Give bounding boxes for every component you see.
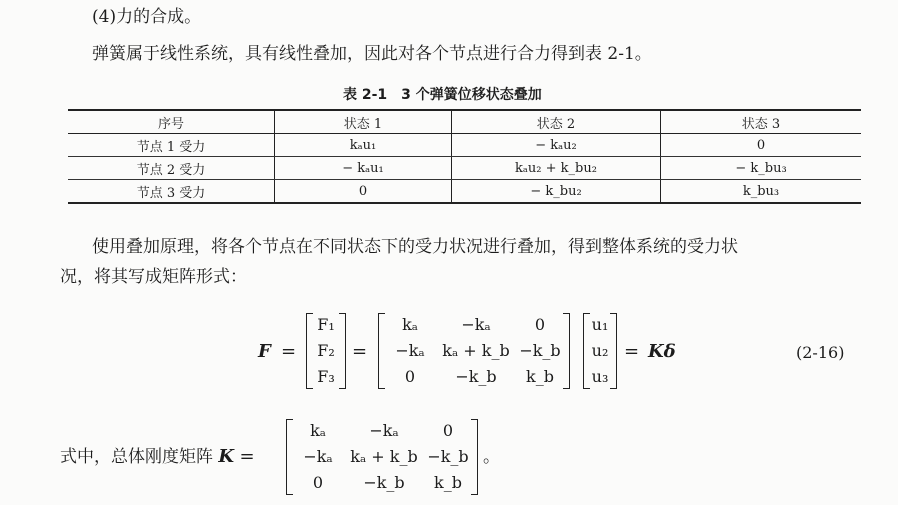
matrix-entry: 0 [312, 473, 324, 492]
matrix-entry: kₐ + k_b [442, 341, 510, 360]
header-state-3: 状态 3 [661, 110, 862, 134]
table-cell: kₐu₂ + k_bu₂ [452, 157, 661, 180]
table-cell: − k_bu₃ [661, 157, 862, 180]
matrix-entry: −kₐ [303, 447, 333, 466]
matrix-entry: 0 [442, 421, 454, 440]
matrix-entry: k_b [434, 473, 462, 492]
matrix-entry: −kₐ [369, 421, 399, 440]
table-cell: − kₐu₂ [452, 134, 661, 157]
equation-number: (2-16) [796, 343, 845, 362]
section-heading: (4)力的合成。 [92, 7, 202, 27]
vector-entry: F₁ [317, 315, 335, 334]
matrix-entry: −k_b [363, 473, 405, 492]
global-stiffness-matrix [286, 419, 478, 495]
force-vector [306, 313, 346, 389]
matrix-entry: kₐ + k_b [350, 447, 418, 466]
matrix-entry: −k_b [427, 447, 469, 466]
matrix-entry: 0 [534, 315, 546, 334]
vector-entry: u₁ [591, 315, 609, 334]
table-cell: 节点 2 受力 [68, 157, 275, 180]
paragraph-intro: 弹簧属于线性系统，具有线性叠加，因此对各个节点进行合力得到表 2-1。 [92, 44, 652, 64]
definition-suffix: 。 [483, 447, 500, 467]
stiffness-displacement-product: Kδ [648, 341, 676, 362]
equals-sign: = [239, 446, 255, 467]
equals-sign: = [624, 341, 640, 362]
matrix-entry: −k_b [519, 341, 561, 360]
matrix-entry: kₐ [402, 315, 418, 334]
table-cell: 节点 3 受力 [136, 185, 206, 201]
force-symbol: F [258, 341, 271, 362]
equals-sign: = [281, 341, 297, 362]
paragraph-definition [60, 446, 255, 468]
vector-entry: u₃ [591, 367, 609, 386]
matrix-entry: −k_b [455, 367, 497, 386]
vector-entry: u₂ [591, 341, 609, 360]
matrix-entry: −kₐ [461, 315, 491, 334]
paragraph-superposition-line1: 使用叠加原理，将各个节点在不同状态下的受力状况进行叠加，得到整体系统的受力状 [92, 237, 738, 257]
table-cell: − k_bu₂ [452, 180, 661, 204]
table-cell: 0 [275, 180, 452, 204]
definition-prefix: 式中，总体刚度矩阵 [60, 447, 213, 467]
header-index: 序号 [68, 110, 275, 134]
matrix-entry: −kₐ [395, 341, 425, 360]
table-cell: k_bu₃ [661, 180, 862, 204]
table-caption: 表 2-1 3 个弹簧位移状态叠加 [343, 87, 542, 103]
table-cell: kₐu₁ [275, 134, 452, 157]
displacement-vector [583, 313, 617, 389]
stiffness-symbol: K [218, 446, 235, 467]
equals-sign: = [352, 341, 368, 362]
matrix-entry: 0 [404, 367, 416, 386]
stiffness-matrix [378, 313, 570, 389]
paragraph-superposition-line2: 况，将其写成矩阵形式： [60, 267, 247, 287]
table-cell: − kₐu₁ [275, 157, 452, 180]
header-state-1: 状态 1 [275, 110, 452, 134]
table-cell: 0 [661, 134, 862, 157]
matrix-entry: kₐ [310, 421, 326, 440]
vector-entry: F₃ [317, 367, 335, 386]
vector-entry: F₂ [317, 341, 335, 360]
header-state-2: 状态 2 [452, 110, 661, 134]
matrix-entry: k_b [526, 367, 554, 386]
table-cell: 节点 1 受力 [68, 134, 275, 157]
